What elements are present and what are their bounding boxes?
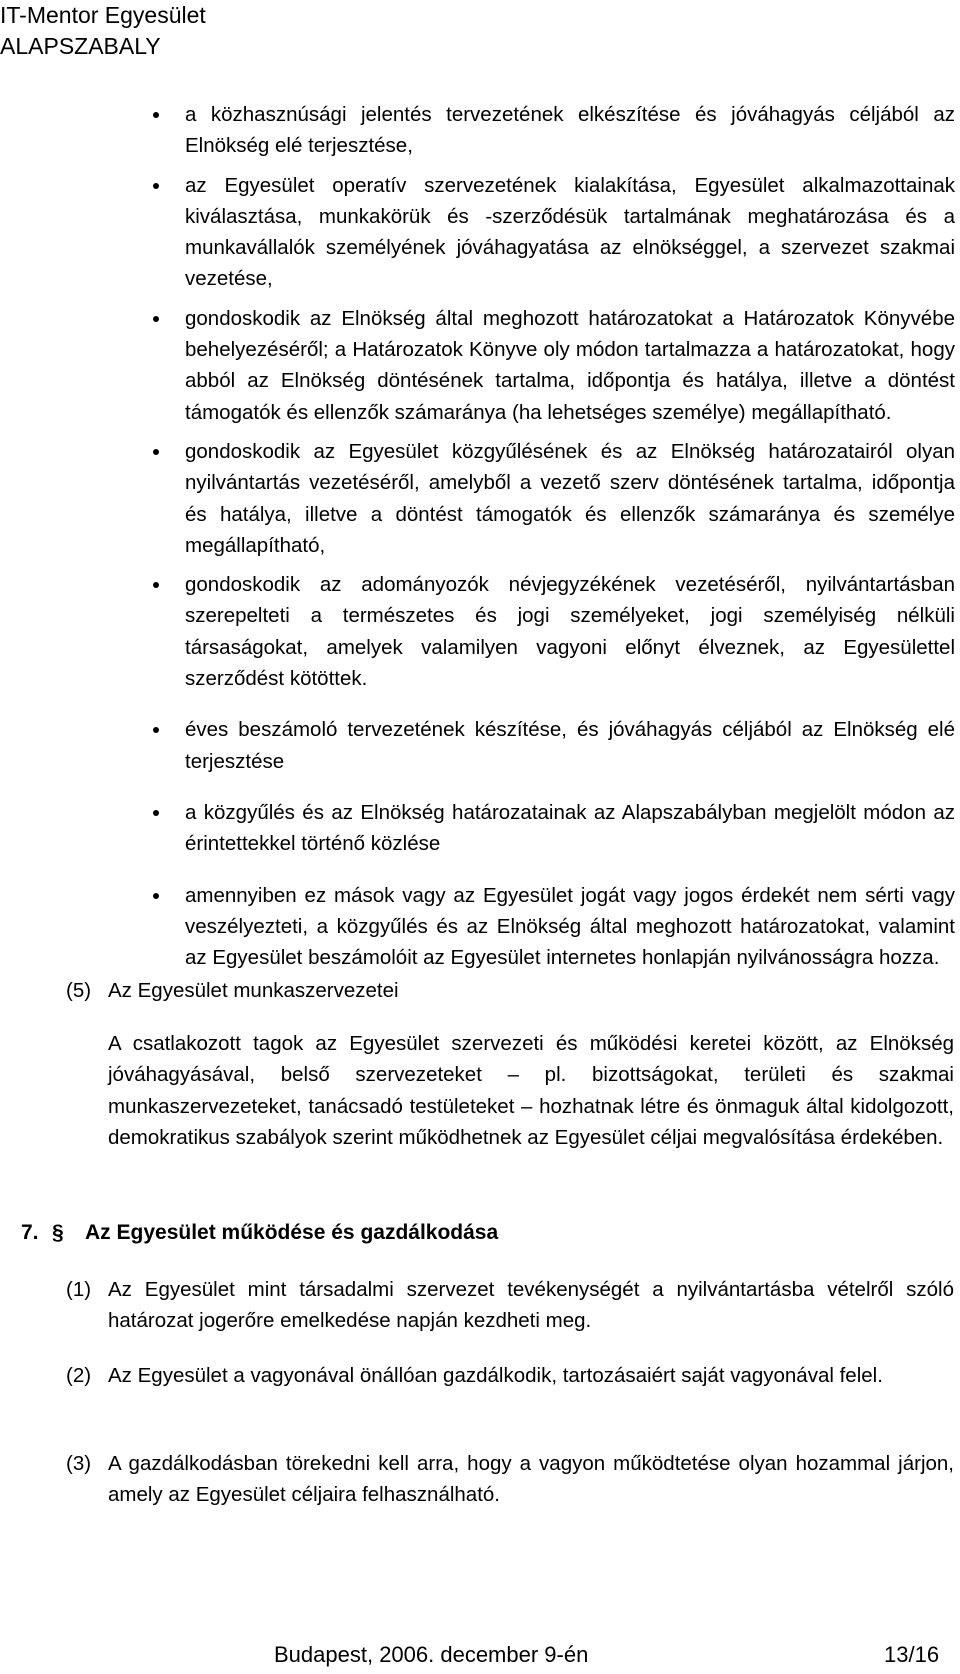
document-header	[0, 0, 206, 62]
subsection-heading	[66, 975, 399, 1006]
list-item-text: éves beszámoló tervezetének készítése, és jóváhagyás céljából az Elnökség elé terjesztése	[185, 718, 955, 773]
list-item	[155, 880, 955, 974]
bullet-icon	[153, 449, 159, 455]
paragraph-number: (1)	[66, 1278, 92, 1301]
footer-place-date: Budapest, 2006. december 9-én	[274, 1642, 589, 1667]
list-item	[155, 569, 955, 694]
list-item	[155, 436, 955, 561]
list-item-text: gondoskodik az Egyesület közgyűlésének és az Elnökség határozatairól olyan nyilvántartás vezetéséről, amelyből a vezető szerv döntésének tartalma, időpontja és hatálya, illetve a döntést támogatók és ellenzők számaránya és személye megállapítható,	[185, 439, 955, 557]
bullet-icon	[153, 582, 159, 588]
subsection-paragraph: A csatlakozott tagok az Egyesület szervezeti és működési keretei között, az Elnökség jóváhagyásával, belső szervezeteket – pl. bizottságokat, területi és szakmai munkaszervezeteket, tanácsadó testületeket – hozhatnak létre és önmaguk által kidolgozott, demokratikus szabályok szerint működhetnek az Egyesület céljai megvalósítása érdekében.	[108, 1032, 954, 1149]
bullet-icon	[153, 183, 159, 189]
list-item	[155, 170, 955, 295]
paragraph-text: Az Egyesület a vagyonával önállóan gazdálkodik, tartozásaiért saját vagyonával felel.	[108, 1364, 883, 1387]
bullet-icon	[153, 112, 159, 118]
bullet-icon	[153, 893, 159, 899]
paragraph-number: (2)	[66, 1364, 92, 1387]
section-sign: §	[52, 1221, 64, 1244]
section-title: Az Egyesület működése és gazdálkodása	[85, 1221, 499, 1244]
numbered-paragraph	[66, 1274, 954, 1337]
subsection-number: (5)	[66, 979, 92, 1002]
list-item-text: a közgyűlés és az Elnökség határozatainak az Alapszabályban megjelölt módon az érintettekkel történő közlése	[185, 800, 955, 856]
list-item	[155, 797, 955, 860]
section-number: 7.	[21, 1221, 39, 1244]
list-item	[155, 714, 955, 777]
paragraph-text: Az Egyesület mint társadalmi szervezet tevékenységét a nyilvántartásba vételről szóló határozat jogerőre emelkedése napján kezdheti meg.	[108, 1278, 954, 1333]
list-item-text: a közhasznúsági jelentés tervezetének elkészítése és jóváhagyás céljából az Elnökség elé terjesztése,	[185, 103, 955, 158]
list-item	[155, 303, 955, 428]
section-heading	[21, 1217, 498, 1248]
duties-bullet-list	[155, 99, 955, 981]
organization-name: IT-Mentor Egyesület	[0, 2, 206, 28]
list-item-text: az Egyesület operatív szervezetének kialakítása, Egyesület alkalmazottainak kiválasztása, munkakörük és -szerződésük tartalmának meghatározása és a munkavállalók személyének jóváhagyatása az elnökséggel, a szervezet szakmai vezetése,	[185, 173, 955, 291]
list-item	[155, 99, 955, 162]
numbered-paragraph	[66, 1360, 954, 1391]
list-item-text: gondoskodik az adományozók névjegyzékének vezetéséről, nyilvántartásban szerepelteti a természetes és jogi személyeket, jogi személyiség nélküli társaságokat, amelyek valamilyen vagyoni előnyt élveznek, az Egyesülettel szerződést kötöttek.	[185, 573, 955, 691]
list-item-text: amennyiben ez mások vagy az Egyesület jogát vagy jogos érdekét nem sérti vagy veszélyezteti, a közgyűlés és az Elnökség által meghozott határozatokat, valamint az Egyesület beszámolóit az Egyesület internetes honlapján nyilvánosságra hozza.	[185, 883, 955, 970]
bullet-icon	[153, 810, 159, 816]
bullet-icon	[153, 316, 159, 322]
paragraph-text: A gazdálkodásban törekedni kell arra, hogy a vagyon működtetése olyan hozammal járjon, amely az Egyesület céljaira felhasználható.	[108, 1452, 954, 1507]
page-number: 13/16	[884, 1642, 940, 1667]
subsection-title: Az Egyesület munkaszervezetei	[108, 979, 399, 1002]
paragraph-number: (3)	[66, 1452, 92, 1475]
numbered-paragraph	[66, 1448, 954, 1511]
bullet-icon	[153, 727, 159, 733]
list-item-text: gondoskodik az Elnökség által meghozott határozatokat a Határozatok Könyvébe behelyezéséről; a Határozatok Könyve oly módon tartalmazza a határozatokat, hogy abból az Elnökség döntésének tartalma, időpontja és hatálya, illetve a döntést támogatók és ellenzők számaránya (ha lehetséges személye) megállapítható.	[185, 306, 955, 424]
document-title: ALAPSZABALY	[0, 33, 161, 59]
